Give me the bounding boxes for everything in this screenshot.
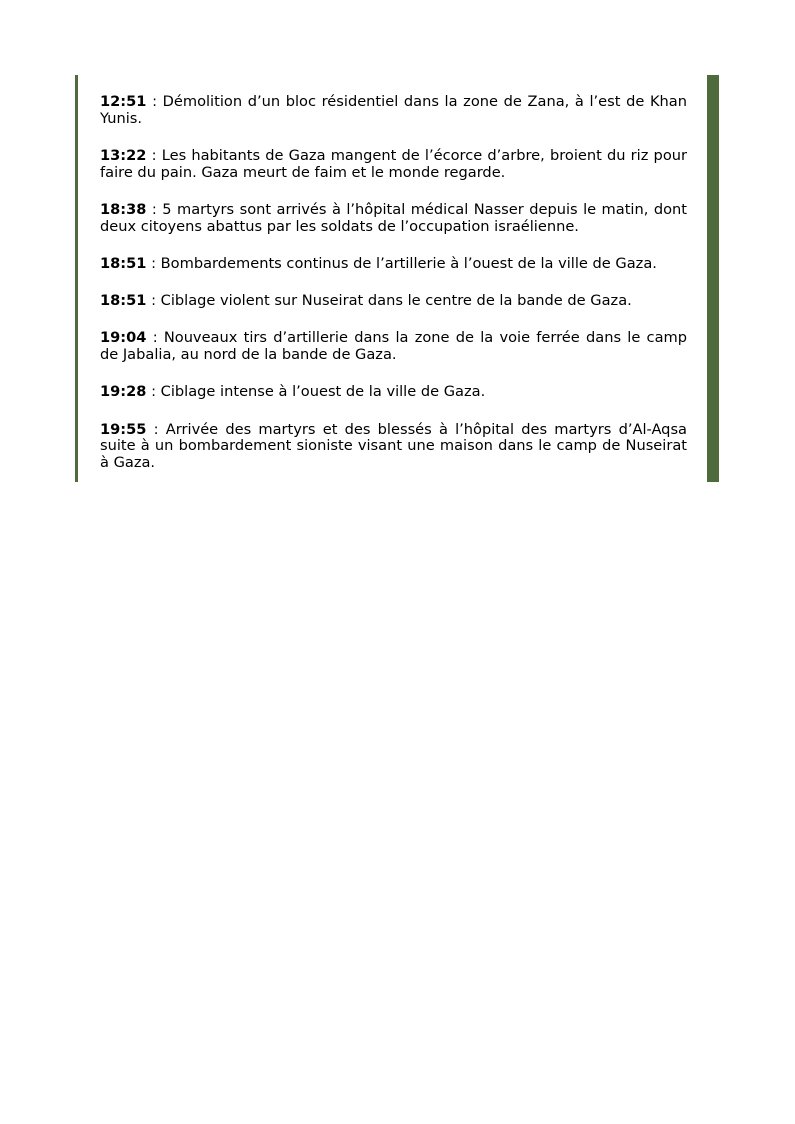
entry-time: 13:22	[100, 146, 147, 164]
timeline-entry	[100, 202, 687, 236]
entry-text: : 5 martyrs sont arrivés à l’hôpital médical Nasser depuis le matin, dont deux citoyens abattus par les soldats de l’occupation israélienne.	[100, 200, 687, 235]
entry-text: : Nouveaux tirs d’artillerie dans la zone de la voie ferrée dans le camp de Jabalia, au nord de la bande de Gaza.	[100, 329, 687, 364]
timeline-right-border	[707, 75, 719, 482]
entry-time: 19:04	[100, 329, 147, 347]
entry-time: 19:28	[100, 383, 147, 401]
timeline-entry	[100, 293, 687, 310]
timeline-entry	[100, 94, 687, 128]
timeline-entry	[100, 384, 687, 401]
timeline-entry	[100, 330, 687, 364]
timeline-entry	[100, 422, 687, 472]
timeline-left-border	[75, 75, 78, 482]
entry-time: 12:51	[100, 93, 147, 110]
entry-time: 19:55	[100, 420, 147, 438]
timeline-entry	[100, 256, 687, 273]
entry-text: : Ciblage intense à l’ouest de la ville de Gaza.	[146, 383, 486, 401]
entry-time: 18:51	[100, 292, 147, 310]
entry-text: : Ciblage violent sur Nuseirat dans le centre de la bande de Gaza.	[146, 292, 632, 310]
entry-time: 18:51	[100, 254, 147, 272]
timeline-entries	[100, 94, 687, 472]
entry-text: : Bombardements continus de l’artillerie à l’ouest de la ville de Gaza.	[146, 254, 657, 272]
entry-text: : Arrivée des martyrs et des blessés à l’hôpital des martyrs d’Al-Aqsa suite à un bombardement sioniste visant une maison dans le camp de Nuseirat à Gaza.	[100, 420, 687, 472]
entry-time: 18:38	[100, 200, 147, 218]
entry-text: : Les habitants de Gaza mangent de l’écorce d’arbre, broient du riz pour faire du pain. Gaza meurt de faim et le monde regarde.	[100, 146, 687, 181]
entry-text: : Démolition d’un bloc résidentiel dans la zone de Zana, à l’est de Khan Yunis.	[100, 93, 687, 127]
timeline-entry	[100, 148, 687, 182]
